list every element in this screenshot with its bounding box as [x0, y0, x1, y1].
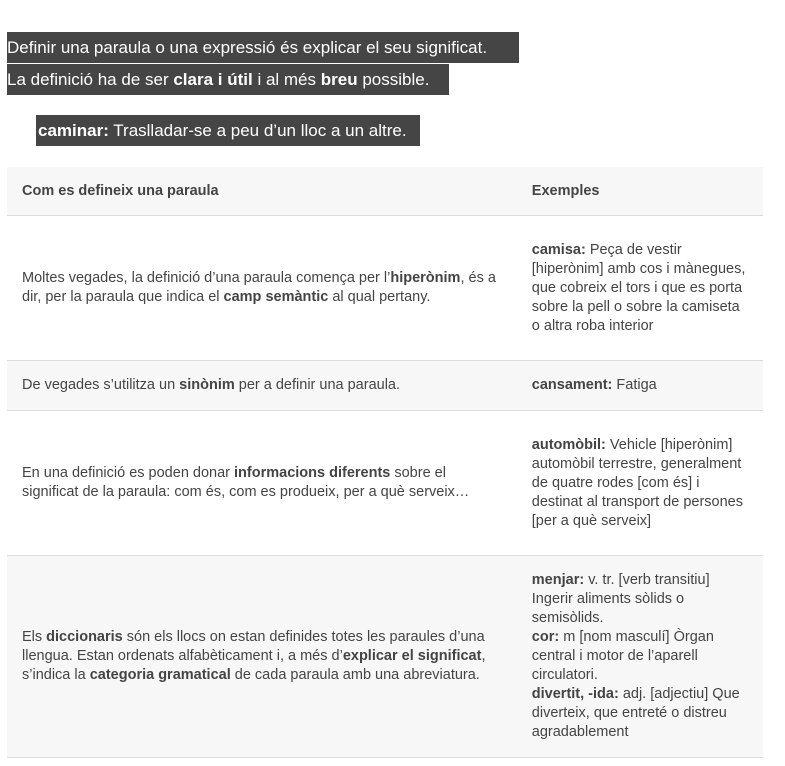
- example-text: Fatiga: [612, 377, 657, 393]
- bold-term: hiperònim: [390, 270, 461, 286]
- row-example: [517, 411, 763, 556]
- bold-term: categoria gramatical: [89, 667, 231, 683]
- intro-line-2-part: i al més: [252, 70, 321, 89]
- text-part: de cada paraula amb una abreviatura.: [230, 667, 480, 683]
- bold-term: informacions diferents: [234, 465, 391, 481]
- example-text: v. tr. [verb transitiu] Ingerir aliments sòlids o semisòlids.: [531, 572, 710, 626]
- example-term: divertit, -ida:: [531, 686, 619, 702]
- intro-example: [36, 115, 420, 146]
- text-part: al qual pertany.: [328, 289, 431, 305]
- intro-line-2-part: possible.: [357, 70, 430, 89]
- row-example: [517, 556, 763, 758]
- table-row: [7, 556, 763, 758]
- dictionary-entry: [532, 628, 748, 685]
- row-example: [517, 361, 763, 411]
- dictionary-entry: [532, 685, 748, 742]
- column-header-examples: Exemples: [531, 182, 600, 199]
- example-text: Peça de vestir [hiperònim] amb cos i mànegues, que cobreix el tors i que es porta sobre la pell o sobre la camiseta o altra roba interior: [531, 241, 746, 334]
- intro-line-2-part: La definició ha de ser: [7, 70, 174, 89]
- example-term: camisa:: [531, 241, 586, 258]
- text-part: Moltes vegades, la definició d’una paraula comença per l’: [22, 270, 391, 286]
- text-part: sobre el significat de la paraula: com és, com es produeix, per a què serveix…: [22, 465, 470, 500]
- row-description: [7, 556, 517, 758]
- text-part: són els llocs on estan definides totes les paraules d’una llengua. Estan ordenats alfabèticament i, a més d’: [22, 629, 485, 664]
- table-row: [7, 216, 763, 361]
- example-term: cansament:: [531, 377, 613, 393]
- bold-term: camp semàntic: [223, 289, 329, 305]
- text-part: , s’indica la: [22, 648, 486, 683]
- intro-line-1: [7, 32, 519, 63]
- text-part: En una definició es poden donar: [22, 465, 235, 481]
- table-row: [7, 361, 763, 411]
- row-description: [7, 411, 517, 556]
- example-term: cor:: [531, 629, 560, 645]
- definition-table: [7, 167, 763, 758]
- row-description: [7, 361, 517, 411]
- intro-line-2-bold: breu: [320, 70, 358, 89]
- example-text: adj. [adjectiu] Que diverteix, que entreté o distreu agradablement: [531, 686, 740, 740]
- text-part: , és a dir, per la paraula que indica el: [22, 270, 496, 305]
- example-term: caminar:: [38, 121, 109, 140]
- row-example: [517, 216, 763, 361]
- dictionary-entry: [532, 571, 748, 628]
- bold-term: diccionaris: [46, 629, 123, 645]
- text-part: De vegades s’utilitza un: [22, 377, 180, 393]
- table-header-row: [7, 167, 763, 216]
- example-term: automòbil:: [531, 436, 606, 453]
- example-definition: Traslladar-se a peu d’un lloc a un altre.: [108, 121, 407, 140]
- intro-line-2-bold: clara i útil: [173, 70, 253, 89]
- intro-line-1-text: Definir una paraula o una expressió és explicar el seu significat.: [7, 38, 488, 57]
- example-text: Vehicle [hiperònim] automòbil terrestre, generalment de quatre rodes [com és] i destinat al transport de persones [per a què serveix]: [531, 436, 743, 529]
- column-header-how: Com es defineix una paraula: [22, 182, 219, 199]
- text-part: Els: [22, 629, 47, 645]
- bold-term: sinònim: [179, 377, 235, 393]
- text-part: per a definir una paraula.: [234, 377, 401, 393]
- table-row: [7, 411, 763, 556]
- bold-term: explicar el significat: [342, 648, 482, 664]
- example-term: menjar:: [531, 572, 585, 588]
- example-text: m [nom masculí] Òrgan central i motor de l’aparell circulatori.: [531, 629, 714, 683]
- row-description: [7, 216, 517, 361]
- intro-line-2: [7, 64, 449, 95]
